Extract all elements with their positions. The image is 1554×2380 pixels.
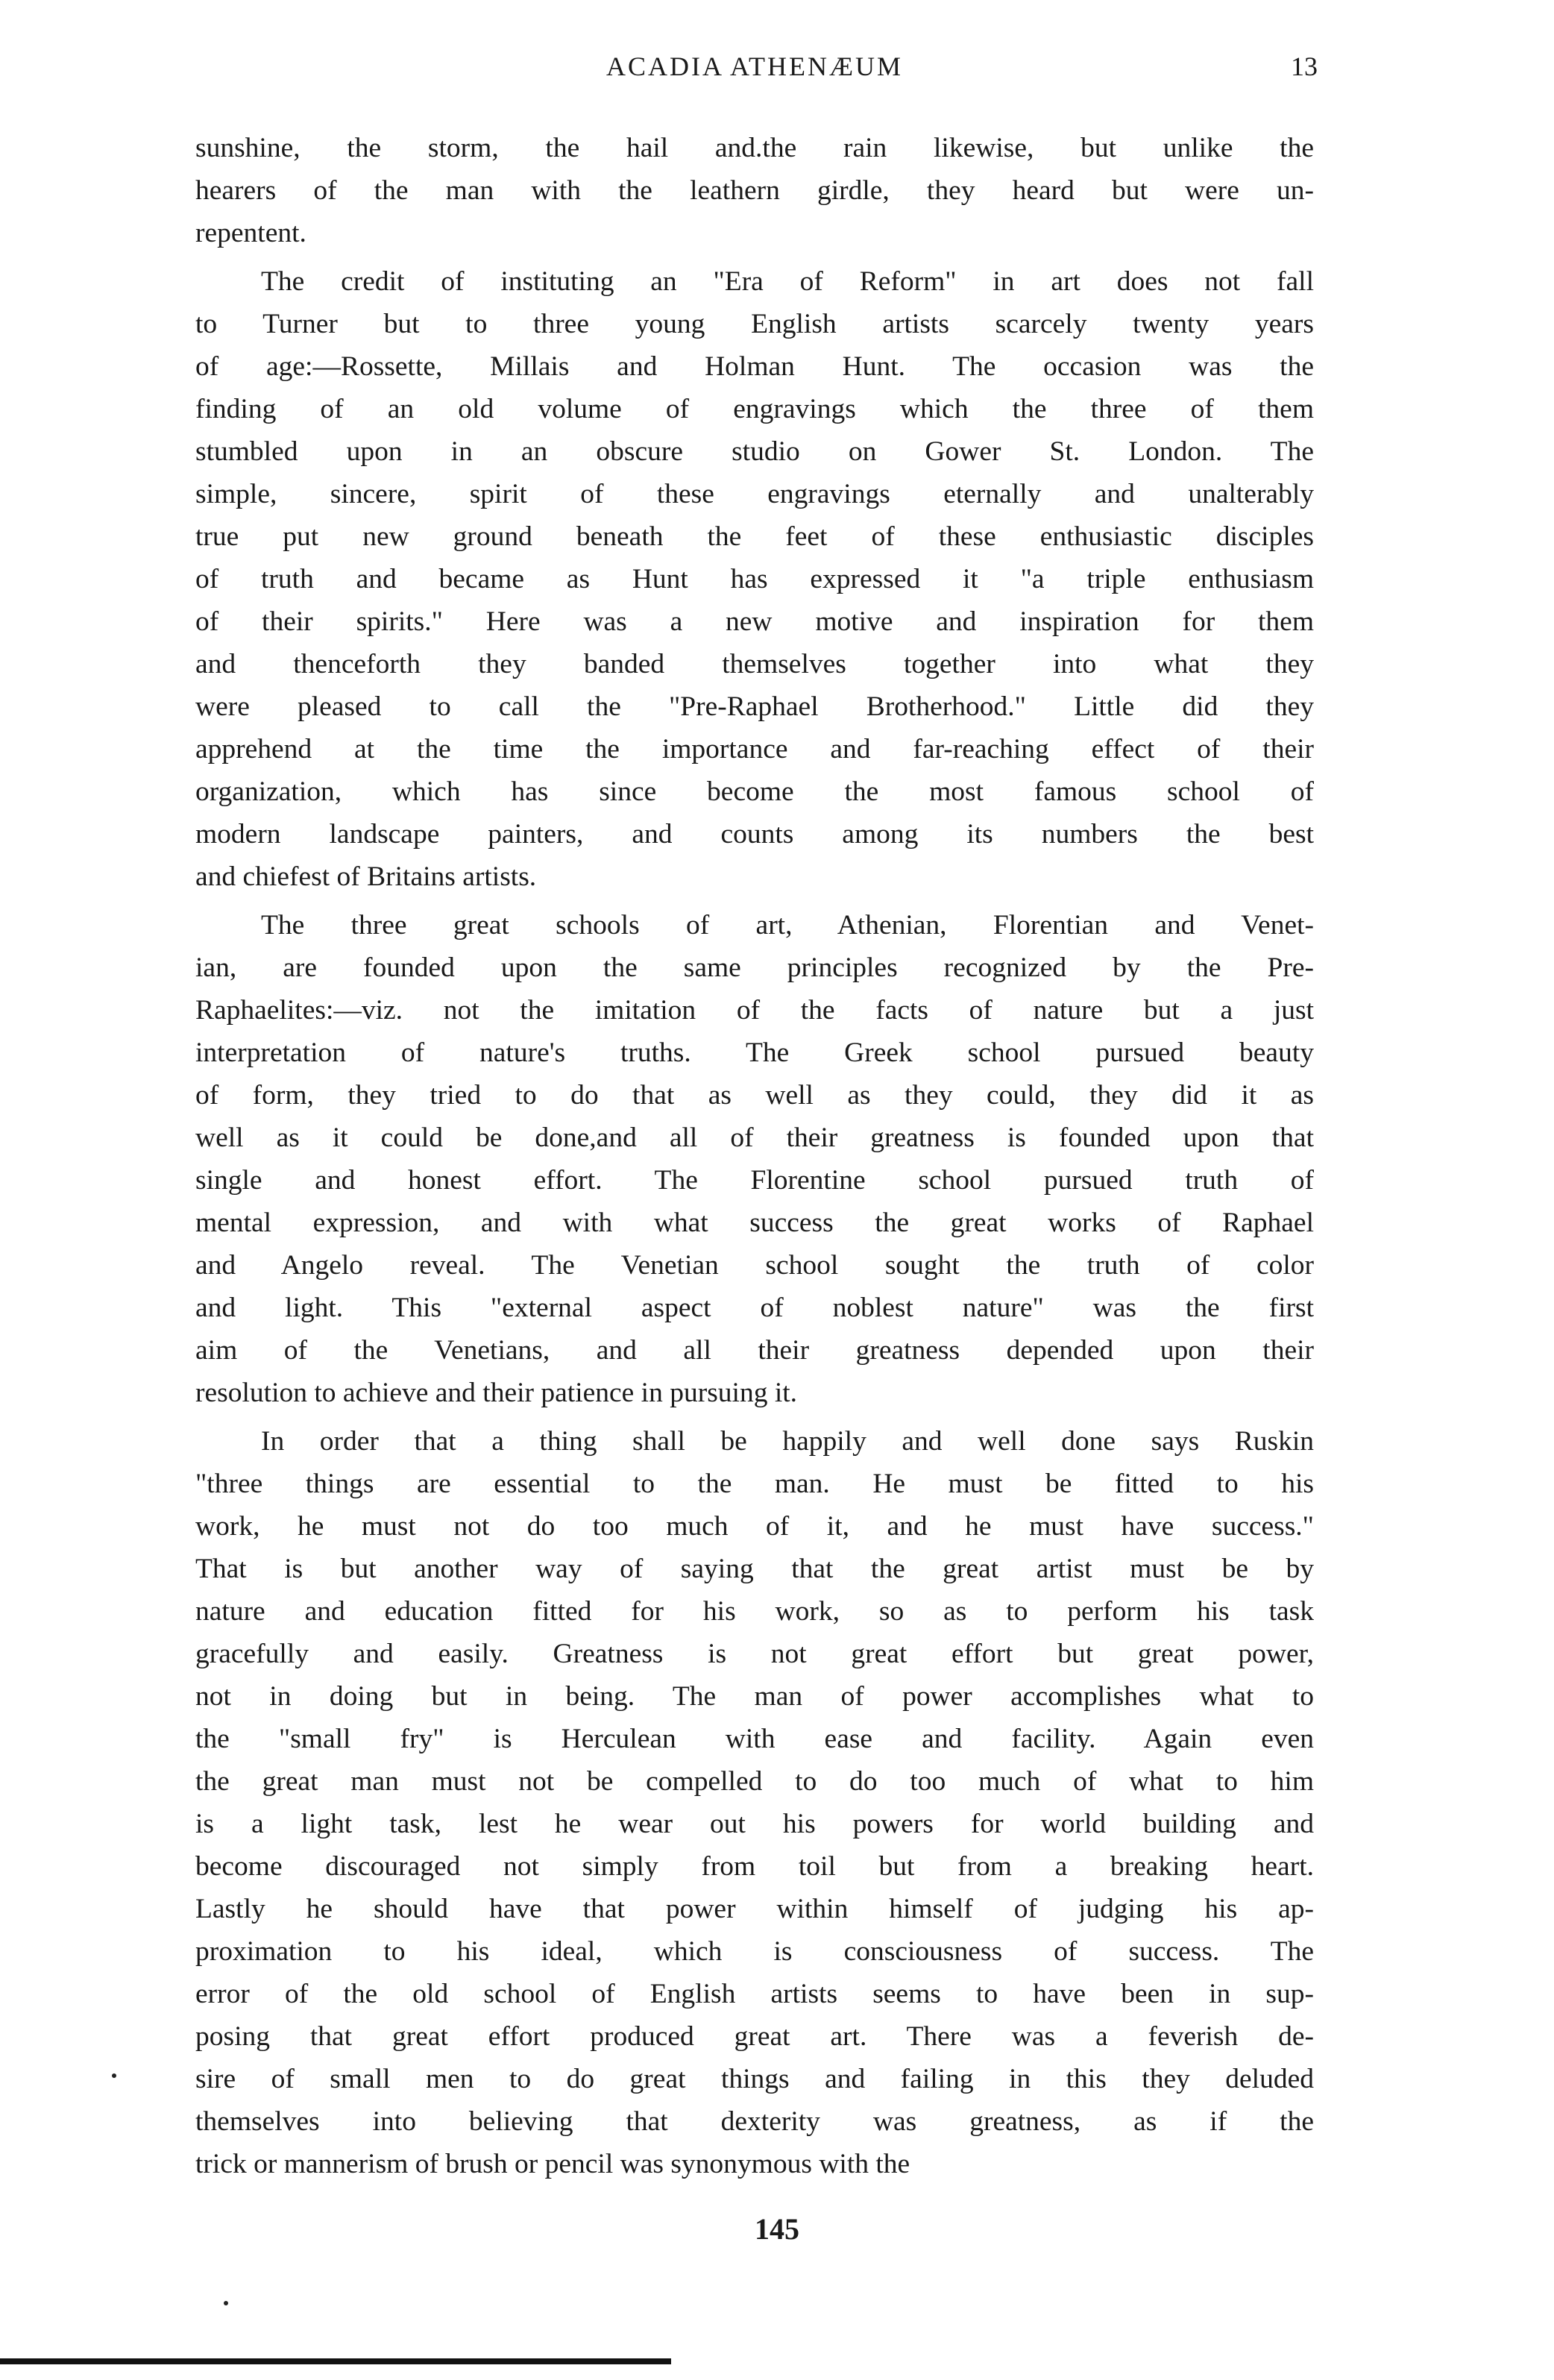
text-line: aim of the Venetians, and all their greatness depended upon their	[195, 1335, 1314, 1366]
text-line: of form, they tried to do that as well as they could, they did it as	[195, 1080, 1314, 1111]
text-line: mental expression, and with what success the great works of Raphael	[195, 1208, 1314, 1238]
text-line: gracefully and easily. Greatness is not great effort but great power,	[195, 1639, 1314, 1669]
body-text	[195, 127, 1314, 2185]
scan-speck	[224, 2301, 228, 2305]
text-line: sire of small men to do great things and failing in this they deluded	[195, 2064, 1314, 2094]
text-line: of age:—Rossette, Millais and Holman Hunt. The occasion was the	[195, 351, 1314, 382]
text-line: In order that a thing shall be happily and well done says Ruskin	[261, 1426, 1314, 1457]
text-line: is a light task, lest he wear out his powers for world building and	[195, 1809, 1314, 1839]
text-line: trick or mannerism of brush or pencil was synonymous with the	[195, 2149, 910, 2179]
text-line: not in doing but in being. The man of power accomplishes what to	[195, 1681, 1314, 1712]
text-line: themselves into believing that dexterity was greatness, as if the	[195, 2106, 1314, 2137]
paragraph	[195, 1420, 1314, 2185]
text-line: repentent.	[195, 218, 306, 248]
text-line: interpretation of nature's truths. The Greek school pursued beauty	[195, 1037, 1314, 1068]
text-line: of truth and became as Hunt has expressed it "a triple enthusiasm	[195, 564, 1314, 594]
text-line: proximation to his ideal, which is consciousness of success. The	[195, 1936, 1314, 1967]
text-line: the great man must not be compelled to do too much of what to him	[195, 1766, 1314, 1797]
text-line: become discouraged not simply from toil but from a breaking heart.	[195, 1851, 1314, 1882]
text-line: The credit of instituting an "Era of Reform" in art does not fall	[261, 266, 1314, 297]
text-line: to Turner but to three young English artists scarcely twenty years	[195, 309, 1314, 339]
text-line: were pleased to call the "Pre-Raphael Brotherhood." Little did they	[195, 691, 1314, 722]
text-line: "three things are essential to the man. He must be fitted to his	[195, 1469, 1314, 1499]
paragraph	[195, 904, 1314, 1414]
text-line: work, he must not do too much of it, and he must have success."	[195, 1511, 1314, 1542]
text-line: hearers of the man with the leathern girdle, they heard but were un-	[195, 175, 1314, 206]
text-line: and chiefest of Britains artists.	[195, 861, 537, 892]
text-line: Lastly he should have that power within himself of judging his ap-	[195, 1894, 1314, 1924]
running-title: ACADIA ATHENÆUM	[605, 51, 904, 81]
scan-speck	[112, 2073, 116, 2078]
text-line: sunshine, the storm, the hail and.the rain likewise, but unlike the	[195, 133, 1314, 163]
text-line: modern landscape painters, and counts among its numbers the best	[195, 819, 1314, 850]
scan-edge-line	[0, 2358, 671, 2364]
text-line: the "small fry" is Herculean with ease and facility. Again even	[195, 1724, 1314, 1754]
text-line: and Angelo reveal. The Venetian school sought the truth of color	[195, 1250, 1314, 1281]
paragraph	[195, 260, 1314, 898]
text-line: organization, which has since become the most famous school of	[195, 776, 1314, 807]
paragraph	[195, 127, 1314, 254]
text-line: resolution to achieve and their patience in pursuing it.	[195, 1378, 798, 1408]
text-line: of their spirits." Here was a new motive and inspiration for them	[195, 606, 1314, 637]
text-line: The three great schools of art, Athenian, Florentian and Venet-	[261, 910, 1314, 941]
text-line: ian, are founded upon the same principles recognized by the Pre-	[195, 952, 1314, 983]
running-head	[195, 51, 1318, 95]
text-line: finding of an old volume of engravings which the three of them	[195, 394, 1314, 424]
text-line: single and honest effort. The Florentine school pursued truth of	[195, 1165, 1314, 1196]
page-number: 13	[1291, 51, 1318, 81]
text-line: true put new ground beneath the feet of these enthusiastic disciples	[195, 521, 1314, 552]
text-line: apprehend at the time the importance and far-reaching effect of their	[195, 734, 1314, 764]
text-line: posing that great effort produced great art. There was a feverish de-	[195, 2021, 1314, 2052]
text-line: Raphaelites:—viz. not the imitation of the facts of nature but a just	[195, 995, 1314, 1026]
text-line: well as it could be done,and all of their greatness is founded upon that	[195, 1123, 1314, 1153]
folio-number: 145	[755, 2212, 799, 2246]
text-line: stumbled upon in an obscure studio on Gower St. London. The	[195, 436, 1314, 467]
text-line: and thenceforth they banded themselves together into what they	[195, 649, 1314, 679]
text-line: error of the old school of English artists seems to have been in sup-	[195, 1979, 1314, 2009]
text-line: simple, sincere, spirit of these engravings eternally and unalterably	[195, 479, 1314, 509]
text-line: nature and education fitted for his work, so as to perform his task	[195, 1596, 1314, 1627]
text-line: and light. This "external aspect of noblest nature" was the first	[195, 1293, 1314, 1323]
text-line: That is but another way of saying that the great artist must be by	[195, 1554, 1314, 1584]
